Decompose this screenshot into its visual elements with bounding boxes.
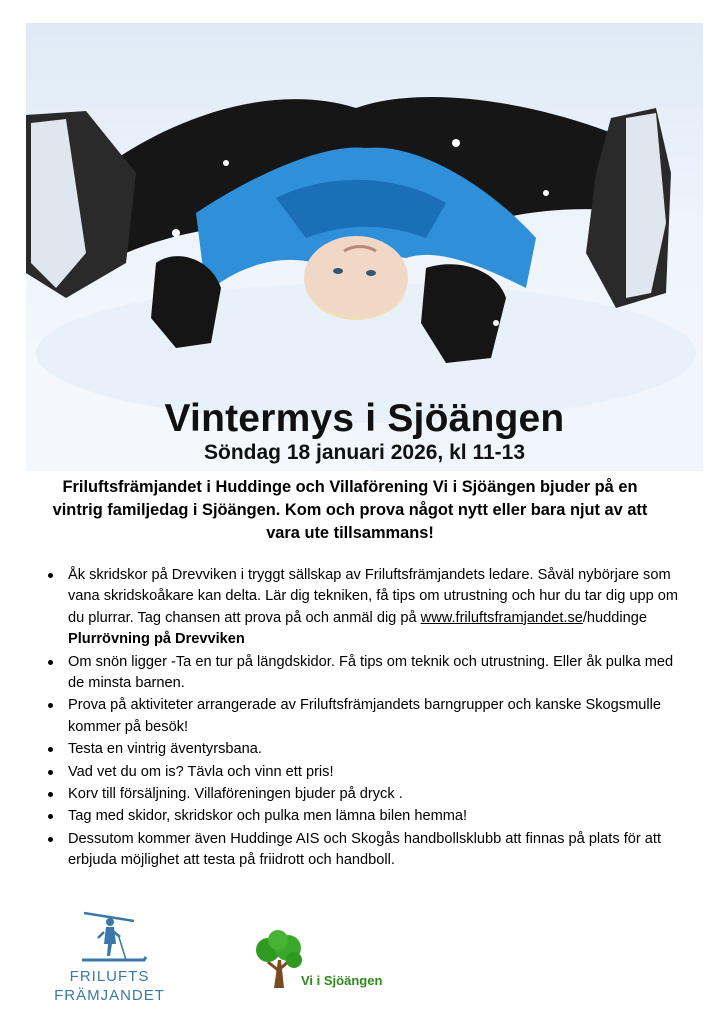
skier-icon <box>52 908 167 966</box>
list-item <box>46 565 686 651</box>
event-title: Vintermys i Sjöängen <box>164 397 565 440</box>
friluftsframjandet-logo <box>52 908 167 1008</box>
fri-logo-line2: FRÄMJANDET <box>54 987 165 1004</box>
link-path: /huddinge <box>582 609 647 626</box>
friluftsframjandet-link[interactable]: www.friluftsframjandet.se <box>420 609 583 626</box>
tree-icon <box>254 930 304 994</box>
list-item: Korv till försäljning. Villaföreningen bjuder på dryck . <box>46 784 686 805</box>
list-item-text: Åk skridskor på Drevviken i tryggt sällskap av Friluftsfrämjandets ledare. Såväl nybörjare som vana skridskoåkare kan delta. Lär dig tekniken, få tips om utrustning och hur du tar dig upp om du plurrar. Tag chansen att prova på och anmäl dig på <box>68 567 679 626</box>
list-item: Vad vet du om is? Tävla och vinn ett pris! <box>46 762 686 783</box>
list-item: Testa en vintrig äventyrsbana. <box>46 739 686 760</box>
list-item: Tag med skidor, skridskor och pulka men lämna bilen hemma! <box>46 806 686 827</box>
intro-text: Friluftsfrämjandet i Huddinge och Villaförening Vi i Sjöängen bjuder på en vintrig familjedag i Sjöängen. Kom och prova något nytt eller bara njut av att vara ute tillsammans! <box>52 478 648 542</box>
event-date: Söndag 18 januari 2026, kl 11-13 <box>204 441 525 464</box>
hero-photo <box>26 23 703 471</box>
list-item: Dessutom kommer även Huddinge AIS och Skogås handbollsklubb att finnas på plats för att erbjuda möjlighet att testa på friidrott och handboll. <box>46 829 686 872</box>
fri-logo-line1: FRILUFTS <box>69 968 150 985</box>
event-name-bold: Plurrövning på Drevviken <box>68 631 245 648</box>
vi-i-sjoangen-logo <box>254 930 394 998</box>
activity-list <box>46 565 686 873</box>
vi-logo-text: Vi i Sjöängen <box>301 973 383 988</box>
list-item: Om snön ligger -Ta en tur på längdskidor. Få tips om teknik och utrustning. Eller åk pulka med de minsta barnen. <box>46 652 686 695</box>
list-item: Prova på aktiviteter arrangerade av Friluftsfrämjandets barngrupper och kanske Skogsmulle kommer på besök! <box>46 695 686 738</box>
